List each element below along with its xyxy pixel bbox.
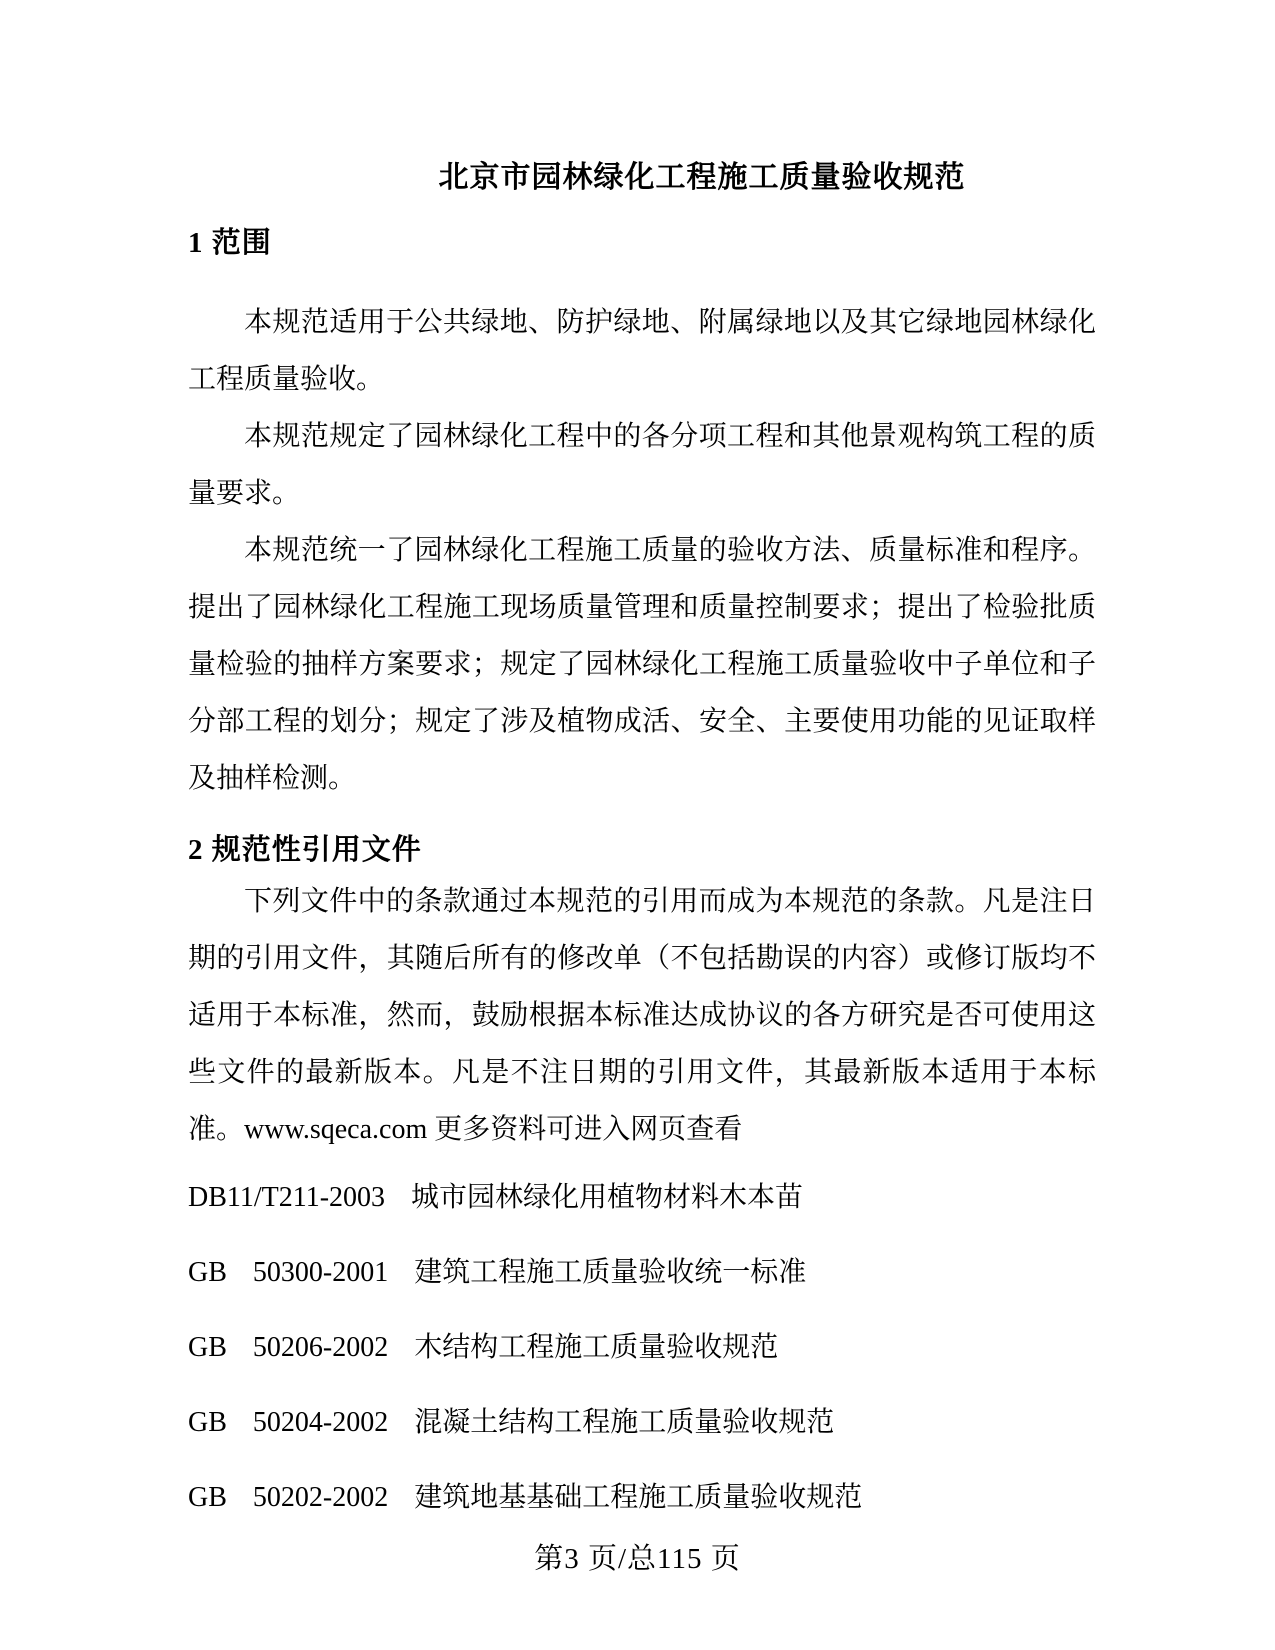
reference-title: 建筑工程施工质量验收统一标准: [414, 1257, 807, 1288]
reference-list: [188, 1169, 1096, 1526]
reference-title: 城市园林绿化用植物材料木本苗: [411, 1182, 804, 1213]
reference-title: 木结构工程施工质量验收规范: [414, 1332, 779, 1363]
section-1-paragraph-2: 本规范规定了园林绿化工程中的各分项工程和其他景观构筑工程的质量要求。: [188, 421, 1096, 509]
reference-code: GB: [188, 1482, 227, 1513]
reference-code: GB: [188, 1257, 227, 1288]
reference-number: 50300-2001: [252, 1257, 389, 1288]
reference-code: GB: [188, 1407, 227, 1438]
document-title: 北京市园林绿化工程施工质量验收规范: [438, 161, 966, 194]
reference-title: 建筑地基基础工程施工质量验收规范: [414, 1482, 863, 1513]
section-1-paragraph-1: 本规范适用于公共绿地、防护绿地、附属绿地以及其它绿地园林绿化工程质量验收。: [188, 307, 1096, 395]
section-1-paragraph-3: 本规范统一了园林绿化工程施工质量的验收方法、质量标准和程序。提出了园林绿化工程施工现场质量管理和质量控制要求；提出了检验批质量检验的抽样方案要求；规定了园林绿化工程施工质量验收中子单位和子分部工程的划分；规定了涉及植物成活、安全、主要使用功能的见证取样及抽样检测。: [188, 535, 1096, 794]
section-2-paragraph-1: 下列文件中的条款通过本规范的引用而成为本规范的条款。凡是注日期的引用文件，其随后所有的修改单（不包括勘误的内容）或修订版均不适用于本标准，然而，鼓励根据本标准达成协议的各方研究是否可使用这些文件的最新版本。凡是不注日期的引用文件，其最新版本适用于本标准。www.sqeca.com 更多资料可进入网页查看: [188, 886, 1096, 1145]
reference-number: 50204-2002: [252, 1407, 389, 1438]
reference-item: [188, 1169, 1096, 1226]
reference-item: [188, 1319, 1096, 1376]
reference-item: [188, 1469, 1096, 1526]
reference-title: 混凝土结构工程施工质量验收规范: [414, 1407, 835, 1438]
reference-number: 50202-2002: [252, 1482, 389, 1513]
reference-code: DB11/T211-2003: [188, 1182, 386, 1213]
section-1-heading: 1 范围: [188, 227, 272, 259]
reference-item: [188, 1244, 1096, 1301]
section-2-heading: 2 规范性引用文件: [188, 834, 422, 866]
reference-item: [188, 1394, 1096, 1451]
page-number: 第3 页/总115 页: [534, 1543, 741, 1575]
reference-number: 50206-2002: [252, 1332, 389, 1363]
reference-code: GB: [188, 1332, 227, 1363]
